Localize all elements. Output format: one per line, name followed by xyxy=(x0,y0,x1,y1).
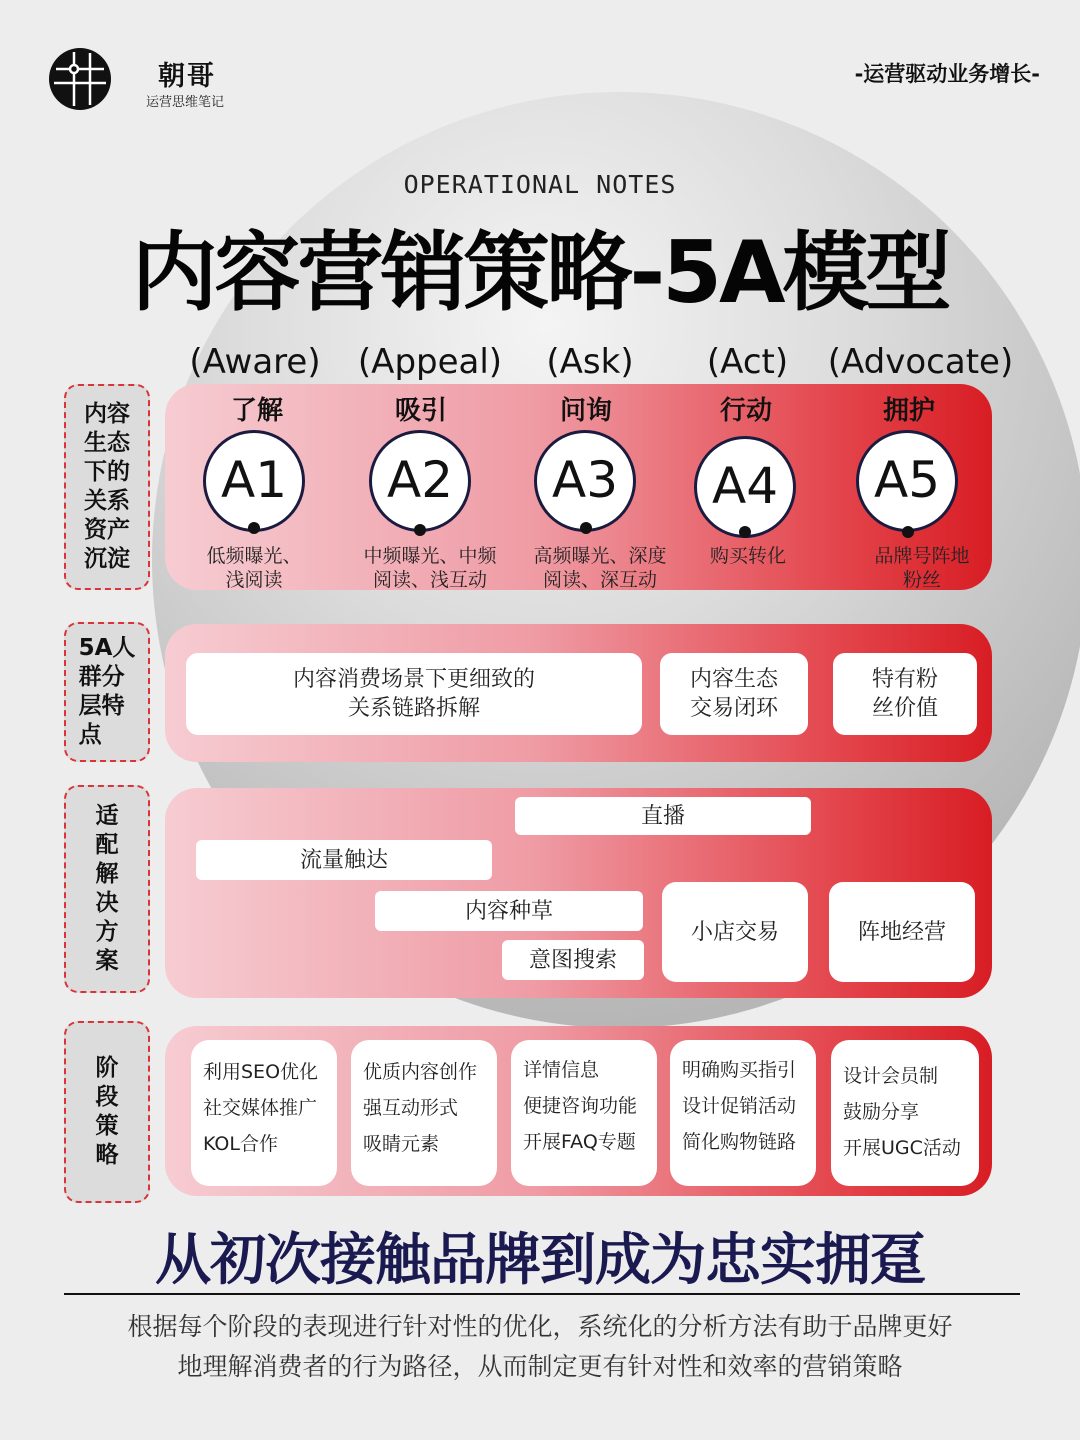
footer-line-1: 根据每个阶段的表现进行针对性的优化，系统化的分析方法有助于品牌更好 xyxy=(127,1312,953,1341)
stage-a1 xyxy=(192,390,322,424)
stage-a5 xyxy=(844,390,974,424)
stage-a3 xyxy=(521,390,651,424)
strategy-item: 社交媒体推广 xyxy=(203,1097,318,1119)
strategy-card-a4 xyxy=(670,1040,816,1186)
strategy-item: 详情信息 xyxy=(523,1059,600,1081)
divider xyxy=(64,1293,1020,1295)
stage-dot xyxy=(248,522,260,534)
page-title: 内容营销策略-5A模型 xyxy=(131,223,949,323)
strategy-item: KOL合作 xyxy=(203,1133,278,1155)
stage-dot xyxy=(739,526,751,538)
row-label-strategy xyxy=(64,1021,150,1203)
solution-search: 意图搜索 xyxy=(502,940,644,980)
strategy-card-a2 xyxy=(351,1040,497,1186)
strategy-card-a3 xyxy=(511,1040,657,1186)
strategy-item: 明确购买指引 xyxy=(682,1059,797,1081)
brand-name: 朝哥 xyxy=(158,61,216,92)
strategy-item: 开展FAQ专题 xyxy=(523,1131,636,1153)
solution-live: 直播 xyxy=(515,797,811,835)
crowd-feature-3: 特有粉 丝价值 xyxy=(833,653,977,735)
solution-base: 阵地经营 xyxy=(829,882,975,982)
stage-a4 xyxy=(681,390,811,424)
stage-dot xyxy=(414,524,426,536)
row-label-solution-text: 适 配 解 决 方 案 xyxy=(95,803,119,974)
stage-en-ask: (Ask) xyxy=(546,342,634,382)
stage-code-a1: A1 xyxy=(203,430,305,532)
stage-en-advocate: (Advocate) xyxy=(827,342,1014,382)
strategy-item: 便捷咨询功能 xyxy=(523,1095,638,1117)
stage-cn-label: 吸引 xyxy=(394,396,447,426)
stage-desc-a2: 中频曝光、中频 阅读、浅互动 xyxy=(363,545,497,591)
strategy-item: 优质内容创作 xyxy=(363,1061,478,1083)
solution-seeding: 内容种草 xyxy=(375,891,643,931)
row-label-relation-text: 内容 生态 下的 关系 资产 沉淀 xyxy=(84,401,130,572)
strategy-item: 强互动形式 xyxy=(363,1097,459,1119)
stage-cn-label: 拥护 xyxy=(882,396,935,426)
stage-code-a2: A2 xyxy=(369,430,471,532)
strategy-card-a1 xyxy=(191,1040,337,1186)
row-label-crowd xyxy=(64,622,150,762)
stage-en-appeal: (Appeal) xyxy=(357,342,503,382)
brand-subtitle: 运营思维笔记 xyxy=(146,95,225,110)
strategy-item: 设计促销活动 xyxy=(682,1095,797,1117)
stage-desc-a1: 低频曝光、 浅阅读 xyxy=(206,545,302,591)
strategy-card-a5 xyxy=(831,1040,979,1186)
stage-desc-a5: 品牌号阵地 粉丝 xyxy=(874,545,970,591)
strategy-item: 鼓励分享 xyxy=(843,1101,920,1123)
stage-dot xyxy=(580,522,592,534)
stage-desc-a4: 购买转化 xyxy=(709,545,786,567)
stage-a2 xyxy=(356,390,486,424)
logo-icon xyxy=(48,47,112,111)
stage-en-act: (Act) xyxy=(706,342,789,382)
strategy-item: 吸睛元素 xyxy=(363,1133,440,1155)
stage-cn-label: 了解 xyxy=(230,396,283,426)
crowd-feature-2: 内容生态 交易闭环 xyxy=(660,653,808,735)
stage-cn-label: 行动 xyxy=(719,396,772,426)
strategy-item: 设计会员制 xyxy=(843,1065,939,1087)
row-label-relation xyxy=(64,384,150,590)
slogan: 从初次接触品牌到成为忠实拥趸 xyxy=(155,1228,925,1293)
solution-shop: 小店交易 xyxy=(662,882,808,982)
row-label-solution xyxy=(64,785,150,993)
stage-dot xyxy=(902,526,914,538)
footer-line-2: 地理解消费者的行为路径，从而制定更有针对性和效率的营销策略 xyxy=(177,1352,903,1381)
brand-tagline: -运营驱动业务增长- xyxy=(854,62,1040,86)
stage-desc-a3: 高频曝光、深度 阅读、深互动 xyxy=(533,545,667,591)
stage-en-aware: (Aware) xyxy=(189,342,321,382)
crowd-feature-1: 内容消费场景下更细致的 关系链路拆解 xyxy=(186,653,642,735)
stage-code-a4: A4 xyxy=(694,436,796,538)
stage-cn-label: 问询 xyxy=(559,396,612,426)
strategy-item: 利用SEO优化 xyxy=(203,1061,319,1083)
stage-code-a3: A3 xyxy=(534,430,636,532)
solution-traffic: 流量触达 xyxy=(196,840,492,880)
strategy-item: 简化购物链路 xyxy=(682,1131,797,1153)
row-label-crowd-text: 5A人 群分 层特 点 xyxy=(78,635,136,748)
strategy-item: 开展UGC活动 xyxy=(843,1137,961,1159)
row-label-strategy-text: 阶 段 策 略 xyxy=(95,1055,119,1168)
stage-code-a5: A5 xyxy=(856,430,958,532)
eyebrow-text: OPERATIONAL NOTES xyxy=(403,170,677,199)
